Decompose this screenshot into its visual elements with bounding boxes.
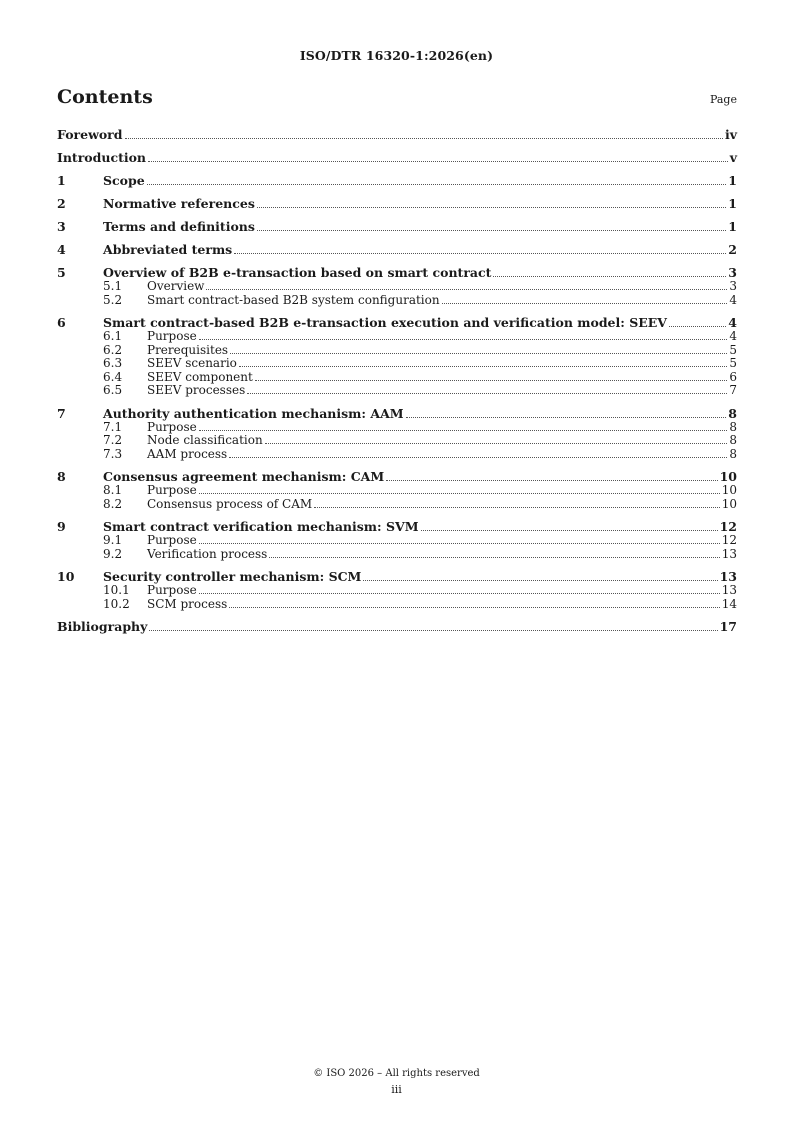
toc-entry[interactable] — [57, 280, 737, 294]
dot-leader — [669, 326, 726, 327]
toc-entry[interactable] — [57, 315, 737, 330]
toc-entry-title: Verification process — [147, 546, 268, 561]
dot-leader — [230, 353, 727, 354]
toc-entry[interactable] — [57, 434, 737, 448]
toc-entry-title: Purpose — [147, 533, 197, 547]
toc-entry-page: 3 — [728, 265, 737, 280]
toc-entry-number: 4 — [57, 242, 66, 257]
toc-entry-page: 12 — [719, 519, 737, 534]
toc-entry-page: v — [729, 150, 737, 165]
toc-entry-page: 1 — [728, 173, 737, 188]
toc-entry-page: 13 — [721, 546, 737, 561]
toc-entry-title: AAM process — [147, 446, 228, 461]
toc-entry[interactable] — [57, 548, 737, 562]
toc-entry[interactable] — [57, 357, 737, 371]
toc-entry-page: 13 — [719, 569, 737, 584]
toc-entry-title: Node classification — [147, 433, 263, 447]
toc-entry[interactable] — [57, 448, 737, 462]
dot-leader — [148, 161, 728, 162]
toc-entry-title: Purpose — [147, 329, 197, 343]
toc-entry-number: 6.3 — [103, 356, 123, 370]
toc-entry-page: 14 — [721, 596, 737, 611]
toc-entry-page: iv — [724, 127, 737, 142]
toc-entry-title: Normative references — [103, 196, 255, 211]
toc-entry[interactable] — [57, 219, 737, 234]
toc-entry-page: 8 — [729, 419, 737, 434]
page-number: iii — [391, 1083, 402, 1096]
toc-entry-number: 2 — [57, 196, 66, 211]
toc-entry-title: Purpose — [147, 483, 197, 497]
document-id-header: ISO/DTR 16320-1:2026(en) — [299, 48, 494, 63]
dot-leader — [199, 543, 720, 544]
toc-entry-title: Purpose — [147, 419, 197, 434]
toc-entry-title: Smart contract-based B2B system configuration — [147, 292, 440, 307]
toc-entry-page: 6 — [729, 369, 737, 384]
toc-entry-number: 8.1 — [103, 483, 123, 497]
toc-entry-number: 5 — [57, 265, 66, 280]
toc-entry-number: 5.2 — [103, 292, 123, 307]
dot-leader — [421, 530, 718, 531]
toc-entry-title: Consensus agreement mechanism: CAM — [103, 469, 385, 484]
dot-leader — [314, 507, 720, 508]
toc-entry-title: Security controller mechanism: SCM — [103, 569, 362, 584]
toc-entry[interactable] — [57, 498, 737, 512]
toc-entry[interactable] — [57, 534, 737, 548]
dot-leader — [257, 230, 726, 231]
toc-entry[interactable] — [57, 196, 737, 211]
toc-entry-page: 7 — [729, 383, 737, 397]
toc-entry-title: Purpose — [147, 583, 197, 597]
toc-entry-page: 8 — [729, 446, 737, 461]
dot-leader — [199, 593, 720, 594]
toc-entry-page: 10 — [721, 496, 737, 511]
toc-entry[interactable] — [57, 406, 737, 421]
dot-leader — [257, 207, 726, 208]
toc-entry-title: Smart contract verification mechanism: SVM — [103, 519, 419, 534]
dot-leader — [199, 430, 728, 431]
toc-entry[interactable] — [57, 330, 737, 344]
toc-entry[interactable] — [57, 598, 737, 612]
toc-entry-page: 4 — [728, 315, 737, 330]
toc-entry[interactable] — [57, 421, 737, 435]
toc-entry-number: 6.2 — [103, 342, 123, 357]
dot-leader — [406, 417, 727, 418]
toc-entry[interactable] — [57, 619, 737, 634]
dot-leader — [229, 457, 727, 458]
toc-entry-number: 5.1 — [103, 279, 123, 293]
toc-entry-title: SEEV component — [147, 369, 253, 384]
toc-entry-page: 10 — [721, 483, 737, 497]
toc-entry-number: 8.2 — [103, 496, 123, 511]
dot-leader — [363, 580, 717, 581]
dot-leader — [493, 276, 726, 277]
dot-leader — [247, 393, 727, 394]
toc-entry-page: 4 — [729, 329, 737, 343]
toc-entry-number: 3 — [57, 219, 66, 234]
toc-entry[interactable] — [57, 173, 737, 188]
toc-entry-number: 9.1 — [103, 533, 123, 547]
toc-entry-title: Bibliography — [57, 619, 148, 634]
toc-entry[interactable] — [57, 584, 737, 598]
toc-entry[interactable] — [57, 469, 737, 484]
toc-entry-page: 13 — [721, 583, 737, 597]
toc-entry[interactable] — [57, 150, 737, 165]
toc-entry-page: 4 — [729, 292, 737, 307]
dot-leader — [265, 443, 728, 444]
toc-entry-number: 7.2 — [103, 433, 123, 447]
toc-entry-title: Introduction — [57, 150, 147, 165]
toc-entry[interactable] — [57, 569, 737, 584]
toc-entry-number: 7 — [57, 405, 66, 421]
contents-heading-row — [57, 86, 737, 108]
contents-title: Contents — [57, 86, 153, 108]
toc-entry-title: Prerequisites — [147, 342, 229, 357]
toc-entry-number: 9 — [57, 519, 66, 534]
toc-entry-number: 6.4 — [103, 369, 123, 384]
toc-entry-page: 12 — [721, 533, 737, 547]
toc-entry-number: 6 — [57, 315, 66, 330]
toc-entry-page: 5 — [729, 342, 737, 357]
toc-entry-number: 10.2 — [103, 596, 130, 611]
toc-entry-page: 8 — [728, 405, 737, 421]
toc-entry-page: 17 — [719, 619, 737, 634]
dot-leader — [442, 303, 728, 304]
toc-entry[interactable] — [57, 371, 737, 385]
toc-entry-title: Foreword — [57, 127, 123, 142]
toc-entry[interactable] — [57, 127, 737, 142]
toc-entry-title: SCM process — [147, 596, 228, 611]
toc-entry-title: Overview — [147, 279, 205, 293]
toc-entry-title: Scope — [103, 173, 145, 188]
dot-leader — [206, 289, 727, 290]
dot-leader — [199, 339, 728, 340]
toc-entry-page: 1 — [728, 219, 737, 234]
toc-entry-number: 9.2 — [103, 546, 123, 561]
dot-leader — [234, 253, 726, 254]
dot-leader — [386, 480, 717, 481]
toc-entry-title: SEEV scenario — [147, 356, 237, 370]
toc-entry-page: 5 — [729, 356, 737, 370]
toc-entry[interactable] — [57, 294, 737, 308]
toc-entry-title: Smart contract-based B2B e-transaction execution and verification model: SEEV — [103, 315, 668, 330]
toc-entry-number: 6.1 — [103, 329, 123, 343]
toc-entry-page: 2 — [728, 242, 737, 257]
toc-entry-title: Overview of B2B e-transaction based on smart contract — [103, 265, 492, 280]
toc-entry-title: Terms and definitions — [103, 219, 255, 234]
dot-leader — [199, 493, 720, 494]
dot-leader — [269, 557, 719, 558]
toc-entry-title: Abbreviated terms — [103, 242, 233, 257]
toc-entry-page: 1 — [728, 196, 737, 211]
toc-entry-number: 8 — [57, 469, 66, 484]
toc-entry-title: SEEV processes — [147, 383, 246, 397]
toc-entry-page: 10 — [719, 469, 737, 484]
dot-leader — [239, 366, 727, 367]
dot-leader — [255, 380, 728, 381]
toc-entry-title: Authority authentication mechanism: AAM — [103, 405, 404, 421]
dot-leader — [229, 607, 719, 608]
toc-entry-page: 3 — [729, 279, 737, 293]
toc-entry-number: 7.1 — [103, 419, 123, 434]
toc-entry-number: 6.5 — [103, 383, 123, 397]
copyright-notice: © ISO 2026 – All rights reserved — [313, 1068, 480, 1079]
dot-leader — [147, 184, 727, 185]
toc-entry[interactable] — [57, 265, 737, 280]
toc-entry-title: Consensus process of CAM — [147, 496, 313, 511]
page-footer — [0, 1066, 793, 1098]
dot-leader — [149, 630, 717, 631]
page-column-label: Page — [709, 93, 737, 106]
toc-entry[interactable] — [57, 484, 737, 498]
toc-entry-number: 1 — [57, 173, 66, 188]
dot-leader — [125, 138, 723, 139]
table-of-contents — [57, 127, 737, 634]
toc-entry-number: 10.1 — [103, 583, 130, 597]
toc-entry[interactable] — [57, 384, 737, 398]
toc-entry[interactable] — [57, 519, 737, 534]
toc-entry-number: 7.3 — [103, 446, 123, 461]
toc-entry[interactable] — [57, 344, 737, 358]
toc-entry-page: 8 — [729, 433, 737, 447]
toc-entry[interactable] — [57, 242, 737, 257]
toc-entry-number: 10 — [57, 569, 75, 584]
